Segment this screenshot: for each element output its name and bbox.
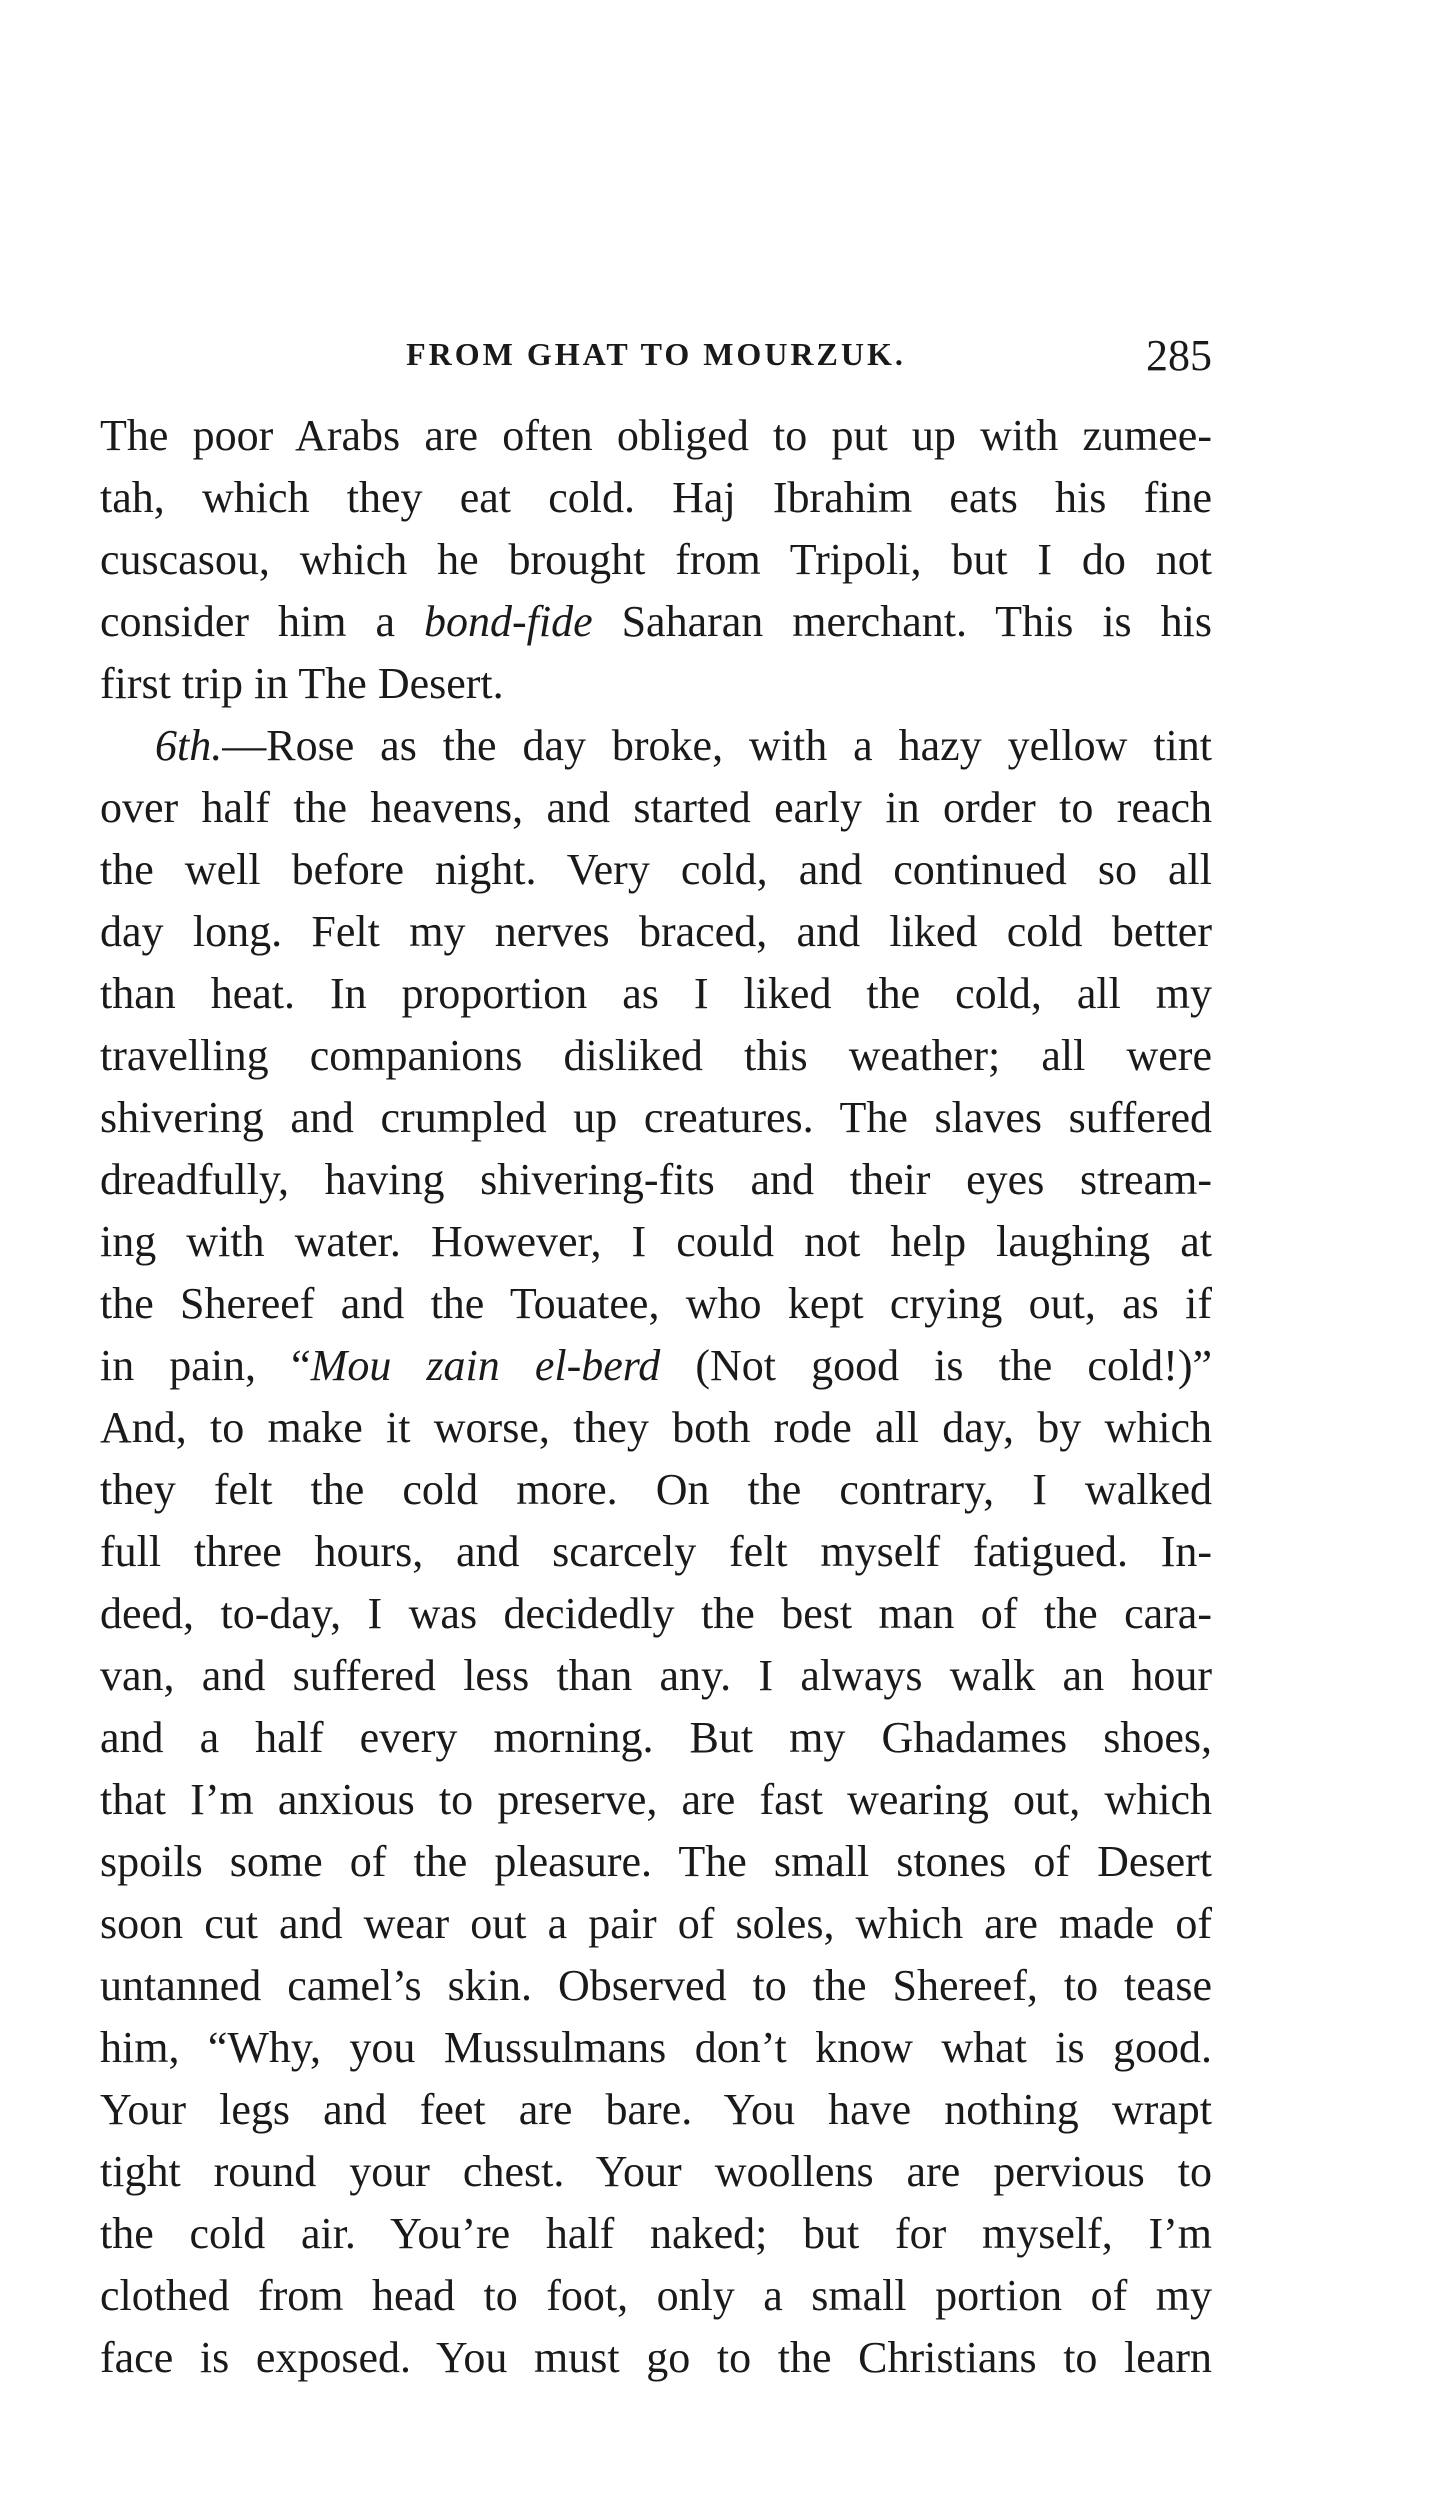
text-line [100,1087,1212,1149]
text-line [100,529,1212,591]
text-segment: Your legs and feet are bare. You have nothing wrapt [100,2085,1212,2134]
text-segment: full three hours, and scarcely felt myself fatigued. In- [100,1527,1212,1576]
text-line [100,901,1212,963]
text-segment: dreadfully, having shivering-fits and their eyes stream- [100,1155,1212,1204]
text-line [100,1335,1212,1397]
text-segment: And, to make it worse, they both rode all day, by which [100,1403,1212,1452]
text-segment: spoils some of the pleasure. The small stones of Desert [100,1837,1212,1886]
text-segment: van, and suffered less than any. I always walk an hour [100,1651,1212,1700]
text-line [100,1583,1212,1645]
text-segment: clothed from head to foot, only a small portion of my [100,2271,1212,2320]
text-segment: The poor Arabs are often obliged to put up with zumee- [100,411,1212,460]
page-number: 285 [1146,331,1212,380]
text-segment: deed, to-day, I was decidedly the best man of the cara- [100,1589,1212,1638]
text-segment: Saharan merchant. This is his [592,597,1212,646]
text-line [100,1459,1212,1521]
text-line [100,1707,1212,1769]
text-line [100,591,1212,653]
text-line [100,2327,1212,2389]
text-segment: ing with water. However, I could not help laughing at [100,1217,1212,1266]
text-line [100,653,1212,715]
italic-text: 6th. [155,721,223,770]
text-line [100,2017,1212,2079]
text-line [100,1893,1212,1955]
text-line [100,405,1212,467]
text-segment: in pain, “ [100,1341,311,1390]
text-line [100,1645,1212,1707]
italic-text: Mou zain el-berd [310,1341,661,1390]
text-line [100,1769,1212,1831]
text-line [100,467,1212,529]
text-segment: than heat. In proportion as I liked the cold, all my [100,969,1212,1018]
text-line [100,1273,1212,1335]
text-line [100,963,1212,1025]
text-line [100,1831,1212,1893]
text-segment: first trip in The Desert. [100,659,504,708]
text-line [100,777,1212,839]
text-line [100,1521,1212,1583]
text-segment: cuscasou, which he brought from Tripoli, but I do not [100,535,1212,584]
text-segment: and a half every morning. But my Ghadames shoes, [100,1713,1212,1762]
text-segment: face is exposed. You must go to the Christians to learn [100,2333,1212,2382]
text-line [100,1211,1212,1273]
italic-text: bond-fide [423,597,593,646]
text-segment: him, “Why, you Mussulmans don’t know what is good. [100,2023,1212,2072]
text-line [100,1397,1212,1459]
text-line [100,1149,1212,1211]
text-line [100,2079,1212,2141]
text-segment: tight round your chest. Your woollens are pervious to [100,2147,1212,2196]
text-line [100,2203,1212,2265]
text-line [100,1025,1212,1087]
text-segment: soon cut and wear out a pair of soles, which are made of [100,1899,1212,1948]
text-segment: the well before night. Very cold, and continued so all [100,845,1212,894]
text-line [100,839,1212,901]
text-line [100,2265,1212,2327]
text-segment: day long. Felt my nerves braced, and liked cold better [100,907,1212,956]
text-segment: —Rose as the day broke, with a hazy yellow tint [222,721,1212,770]
text-segment: consider him a [100,597,424,646]
text-segment: shivering and crumpled up creatures. The slaves suffered [100,1093,1212,1142]
text-line [100,2141,1212,2203]
text-segment: over half the heavens, and started early in order to reach [100,783,1212,832]
text-segment: the Shereef and the Touatee, who kept crying out, as if [100,1279,1212,1328]
text-line [100,1955,1212,2017]
text-segment: travelling companions disliked this weather; all were [100,1031,1212,1080]
text-line [100,715,1212,777]
text-segment: the cold air. You’re half naked; but for myself, I’m [100,2209,1212,2258]
text-segment: they felt the cold more. On the contrary, I walked [100,1465,1212,1514]
text-segment: untanned camel’s skin. Observed to the Shereef, to tease [100,1961,1212,2010]
text-segment: that I’m anxious to preserve, are fast wearing out, which [100,1775,1212,1824]
running-title: FROM GHAT TO MOURZUK. [406,336,906,372]
running-head [100,330,1212,380]
text-segment: tah, which they eat cold. Haj Ibrahim eats his fine [100,473,1212,522]
body-text [100,405,1212,2389]
text-segment: (Not good is the cold!)” [660,1341,1212,1390]
